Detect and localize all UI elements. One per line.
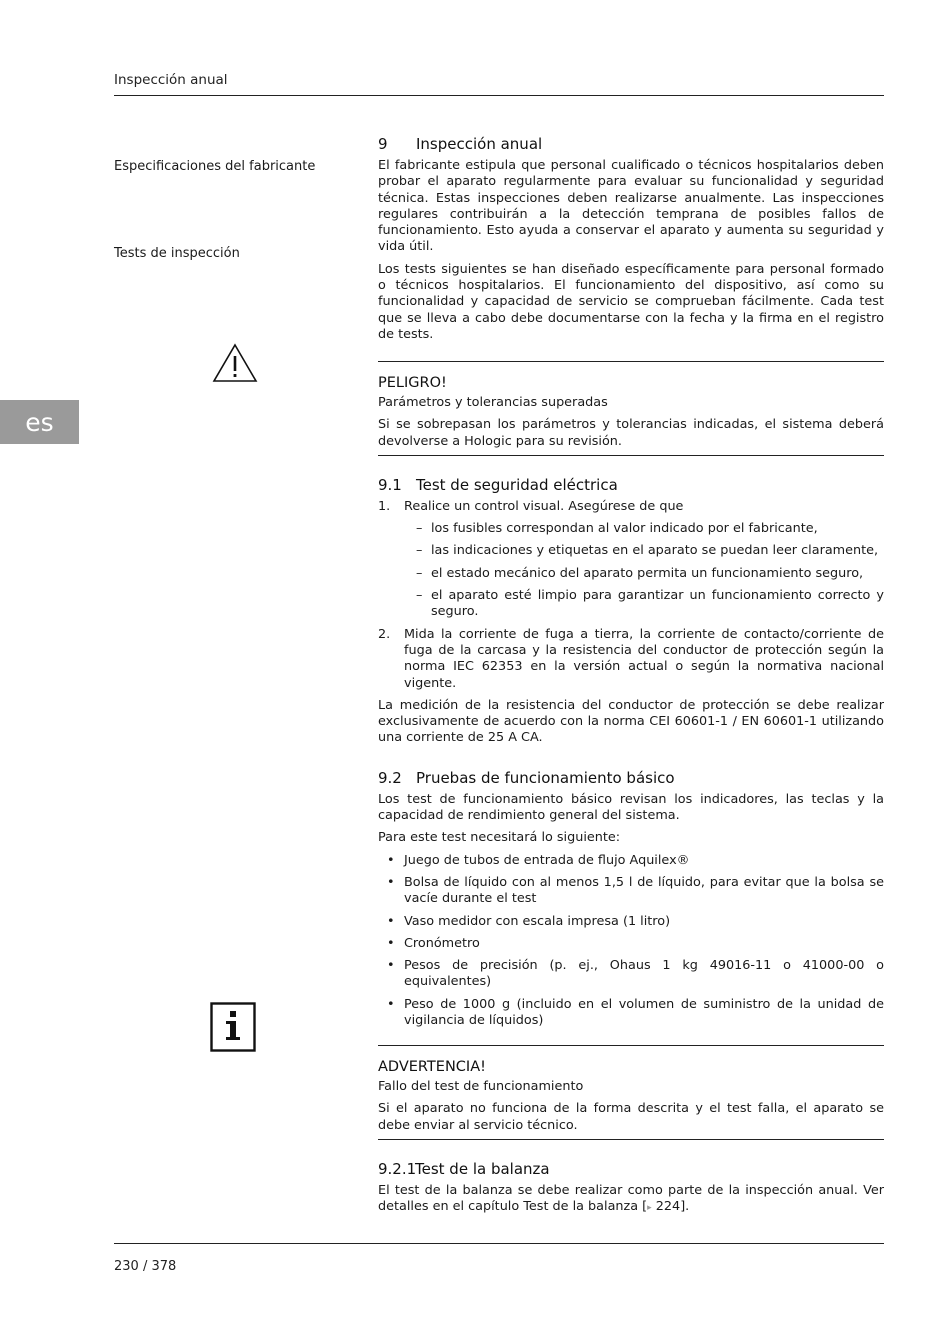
- danger-notice-subtitle: Parámetros y tolerancias superadas: [378, 395, 608, 411]
- bullet-marker: •: [387, 852, 395, 868]
- scale-test-text: El test de la balanza se debe realizar como parte de la inspección anual. Ver detalles en el capítulo Test de la balanza [: [378, 1182, 884, 1215]
- header-rule: [114, 95, 884, 96]
- step-2-text: Mida la corriente de fuga a tierra, la corriente de contacto/corriente de fuga de la carcasa y la resistencia del conductor de protección según la norma IEC 62353 en la versión actual o según la normativa nacional vigente.: [404, 626, 884, 691]
- main-content: [378, 134, 884, 1216]
- required-item: [387, 914, 884, 930]
- section-9-2-heading: [378, 768, 884, 788]
- bullet-marker: •: [387, 958, 395, 974]
- chapter-paragraph-1: El fabricante estipula que personal cualificado o técnicos hospitalarios deben probar el aparato regularmente para evaluar su funcionalidad y seguridad técnica. Estas inspecciones deben realizarse anualmente. Las inspecciones regulares contribuirán a la detección temprana de posibles fallos de funcionamiento. Esto ayuda a conservar el aparato y aumenta su seguridad y vida útil.: [378, 158, 884, 255]
- required-item-text: Juego de tubos de entrada de flujo Aquilex®: [404, 852, 690, 868]
- section-9-2-title: Pruebas de funcionamiento básico: [416, 768, 675, 787]
- cross-reference-page-link[interactable]: 224: [651, 1199, 681, 1215]
- required-item-text: Vaso medidor con escala impresa (1 litro): [404, 913, 671, 929]
- required-item: [387, 875, 884, 908]
- bullet-marker: •: [387, 913, 395, 929]
- section-9-2-1-heading: [378, 1159, 884, 1179]
- visual-check-list: [378, 521, 884, 620]
- required-item-text: Cronómetro: [404, 935, 480, 951]
- visual-check-text: el estado mecánico del aparato permita un funcionamiento seguro,: [431, 565, 864, 581]
- language-tab: es: [0, 400, 79, 444]
- dash-marker: –: [416, 565, 423, 581]
- inspection-steps: [378, 499, 884, 515]
- page-number: 230 / 378: [114, 1259, 177, 1274]
- step-1-number: 1.: [378, 498, 391, 514]
- bullet-marker: •: [387, 996, 395, 1012]
- warning-notice-body: Si el aparato no funciona de la forma descrita y el test falla, el aparato se debe enviar al servicio técnico.: [378, 1101, 884, 1133]
- required-item-text: Pesos de precisión (p. ej., Ohaus 1 kg 49016-11 o 41000-00 o equivalentes): [404, 958, 884, 990]
- step-1: [378, 499, 884, 515]
- running-header: Inspección anual: [114, 72, 228, 88]
- bullet-marker: •: [387, 935, 395, 951]
- dash-marker: –: [416, 543, 423, 559]
- section-9-2-1-title: Test de la balanza: [415, 1159, 550, 1178]
- visual-check-text: las indicaciones y etiquetas en el aparato se puedan leer claramente,: [431, 543, 879, 559]
- chapter-title: Inspección anual: [416, 135, 543, 153]
- section-9-2-need-label: Para este test necesitará lo siguiente:: [378, 830, 621, 846]
- bullet-marker: •: [387, 874, 395, 890]
- cross-reference-arrow-icon: ▸: [647, 1203, 652, 1214]
- required-item-text: Bolsa de líquido con al menos 1,5 l de líquido, para evitar que la bolsa se vacíe durante el test: [404, 874, 884, 907]
- inspection-steps-continued: [378, 627, 884, 692]
- step-1-text: Realice un control visual. Asegúrese de que: [404, 498, 684, 514]
- warning-notice-subtitle: Fallo del test de funcionamiento: [378, 1079, 584, 1095]
- margin-label-inspection-tests: Tests de inspección: [114, 246, 240, 261]
- chapter-heading: [378, 134, 884, 154]
- required-item: [387, 958, 884, 991]
- visual-check-text: los fusibles correspondan al valor indicado por el fabricante,: [431, 521, 818, 537]
- required-items-list: [378, 853, 884, 1030]
- section-9-2-1-paragraph: [378, 1183, 884, 1217]
- required-item-text: Peso de 1000 g (incluido en el volumen de suministro de la unidad de vigilancia de líquidos): [404, 996, 884, 1028]
- visual-check-item: [416, 566, 884, 582]
- visual-check-item: [416, 543, 884, 559]
- visual-check-item: [416, 588, 884, 621]
- visual-check-item: [416, 521, 884, 537]
- visual-check-text: el aparato esté limpio para garantizar un funcionamiento correcto y seguro.: [431, 588, 884, 620]
- warning-notice-title: ADVERTENCIA!: [378, 1059, 486, 1076]
- section-9-1-title: Test de seguridad eléctrica: [416, 475, 618, 494]
- section-9-2-1-number: 9.2.1: [378, 1159, 417, 1178]
- chapter-number: 9: [378, 135, 388, 153]
- section-9-1-heading: [378, 475, 884, 495]
- margin-label-manufacturer-specs: Especificaciones del fabricante: [114, 159, 316, 174]
- section-9-2-intro: Los test de funcionamiento básico revisan los indicadores, las teclas y la capacidad de rendimiento general del sistema.: [378, 791, 884, 824]
- dash-marker: –: [416, 521, 423, 537]
- warning-triangle-icon: [212, 343, 258, 387]
- section-9-2-number: 9.2: [378, 768, 402, 787]
- chapter-paragraph-2: Los tests siguientes se han diseñado específicamente para personal formado o técnicos hospitalarios. El funcionamiento del dispositivo, así como su funcionalidad y capacidad de servicio se comprueban fácilmente. Cada test que se lleva a cabo debe documentarse con la fecha y la firma en el registro de tests.: [378, 261, 884, 342]
- required-item: [387, 936, 884, 952]
- required-item: [387, 997, 884, 1030]
- info-icon: [210, 1002, 256, 1056]
- dash-marker: –: [416, 588, 423, 604]
- section-9-1-number: 9.1: [378, 475, 402, 494]
- protective-conductor-note: La medición de la resistencia del conductor de protección se debe realizar exclusivamente de acuerdo con la norma CEI 60601-1 / EN 60601-1 utilizando una corriente de 25 A CA.: [378, 697, 884, 746]
- footer-rule: [114, 1243, 884, 1244]
- step-2: [378, 627, 884, 692]
- scale-test-text-end: ].: [680, 1199, 690, 1215]
- danger-notice-title: PELIGRO!: [378, 375, 447, 392]
- required-item: [387, 853, 884, 869]
- danger-notice-body: Si se sobrepasan los parámetros y tolerancias indicadas, el sistema deberá devolverse a Hologic para su revisión.: [378, 417, 884, 449]
- step-2-number: 2.: [378, 626, 391, 642]
